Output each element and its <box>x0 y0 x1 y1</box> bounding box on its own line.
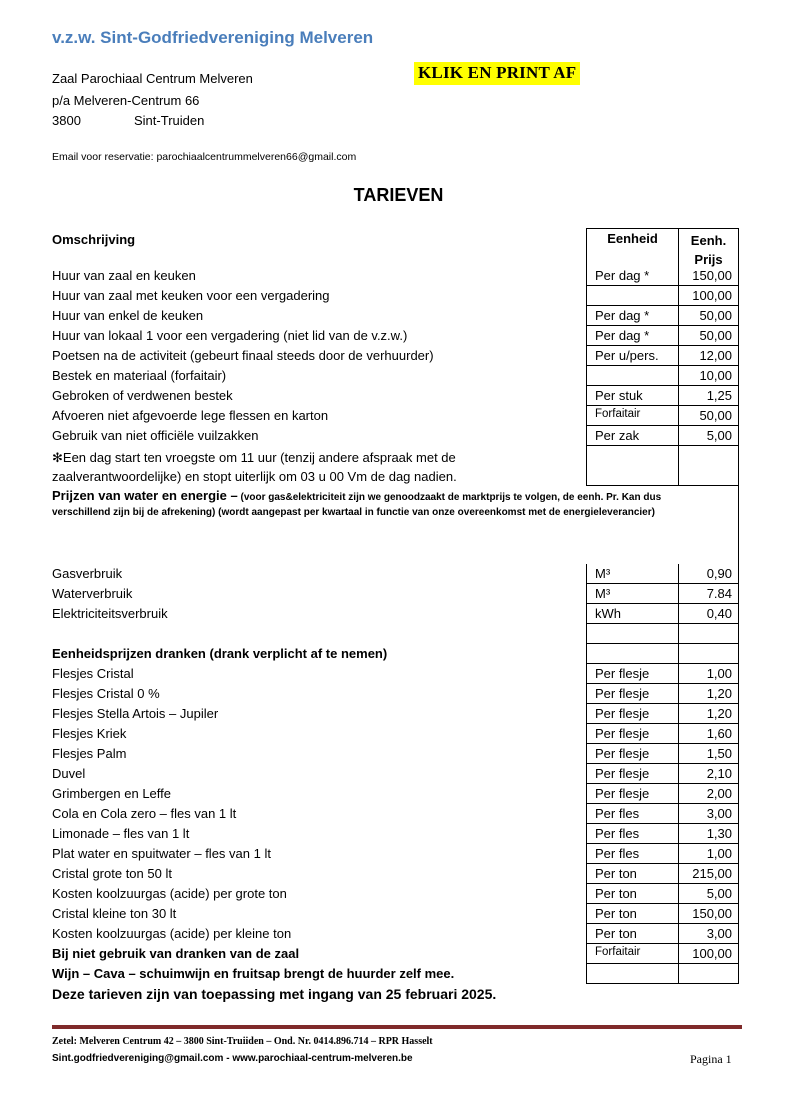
validity-line: Deze tarieven zijn van toepassing met ingang van 25 februari 2025. <box>52 986 497 1002</box>
table-row <box>52 326 742 346</box>
row-description: Flesjes Cristal 0 % <box>52 686 160 701</box>
table-row <box>52 684 742 704</box>
table-row <box>52 864 742 884</box>
footer-contact: Sint.godfriedvereniging@gmail.com - www.parochiaal-centrum-melveren.be <box>52 1053 413 1064</box>
row-unit: Per fles <box>586 824 678 844</box>
row-price: 1,00 <box>678 844 739 864</box>
table-row <box>52 664 742 684</box>
row-price: 7.84 <box>678 584 739 604</box>
row-price: 100,00 <box>678 286 739 306</box>
row-description: Huur van enkel de keuken <box>52 308 204 323</box>
table-row <box>52 346 742 366</box>
row-description: Kosten koolzuurgas (acide) per grote ton <box>52 886 287 901</box>
row-unit: Per stuk <box>586 386 678 406</box>
row-unit: Per u/pers. <box>586 346 678 366</box>
day-note-line1: ✻Een dag start ten vroegste om 11 uur (tenzij andere afspraak met de <box>52 450 456 465</box>
table-row <box>52 884 742 904</box>
row-unit: Per flesje <box>586 784 678 804</box>
row-price: 12,00 <box>678 346 739 366</box>
row-description: Huur van zaal en keuken <box>52 268 196 283</box>
table-row <box>52 584 742 604</box>
table-right-border <box>738 486 739 564</box>
wine-line: Wijn – Cava – schuimwijn en fruitsap brengt de huurder zelf mee. <box>52 966 455 981</box>
row-description: Cristal kleine ton 30 lt <box>52 906 177 921</box>
page-title: TARIEVEN <box>353 185 444 205</box>
row-price: 50,00 <box>678 406 739 426</box>
table-row <box>52 604 742 624</box>
row-unit: Per ton <box>586 884 678 904</box>
row-description: Kosten koolzuurgas (acide) per kleine ton <box>52 926 292 941</box>
drinks-title: Eenheidsprijzen dranken (drank verplicht af te nemen) <box>52 646 388 661</box>
row-unit: Per flesje <box>586 664 678 684</box>
row-description: Huur van lokaal 1 voor een vergadering (niet lid van de v.z.w.) <box>52 328 408 343</box>
row-price: 215,00 <box>678 864 739 884</box>
column-header-unit: Eenheid <box>586 228 678 266</box>
table-row <box>52 904 742 924</box>
wine-price-cell <box>678 964 739 984</box>
row-unit: Per ton <box>586 864 678 884</box>
column-header-description: Omschrijving <box>52 232 136 247</box>
row-unit: Per dag * <box>586 266 678 286</box>
footer-address: Zetel: Melveren Centrum 42 – 3800 Sint-Truiiden – Ond. Nr. 0414.896.714 – RPR Hasselt <box>52 1036 433 1047</box>
table-row <box>52 784 742 804</box>
column-header-price-line2: Prijs <box>694 252 723 267</box>
print-button[interactable]: KLIK EN PRINT AF <box>414 62 580 85</box>
table-row <box>52 306 742 326</box>
drinks-title-unit-cell <box>586 644 678 664</box>
row-description: Gebroken of verdwenen bestek <box>52 388 233 403</box>
row-price: 1,25 <box>678 386 739 406</box>
no-drinks-unit: Forfaitair <box>586 944 678 964</box>
table-row <box>52 764 742 784</box>
row-price: 1,60 <box>678 724 739 744</box>
energy-note-text: (voor gas&elektriciteit zijn we genoodzaakt de marktprijs te volgen, de eenh. Pr. Kan dus verschillend zijn bij de afrekening) (wordt aangepast per kwartaal in functie van onze overeenkomst met de energieleverancier) <box>52 492 662 518</box>
table-row <box>52 386 742 406</box>
no-drinks-price: 100,00 <box>678 944 739 964</box>
row-unit: M³ <box>586 584 678 604</box>
row-unit: Per flesje <box>586 704 678 724</box>
table-row <box>52 924 742 944</box>
footer-divider <box>52 1025 742 1029</box>
row-description: Limonade – fles van 1 lt <box>52 826 190 841</box>
table-row <box>52 286 742 306</box>
row-price: 150,00 <box>678 904 739 924</box>
page-number: Pagina 1 <box>690 1052 732 1066</box>
row-description: Afvoeren niet afgevoerde lege flessen en karton <box>52 408 329 423</box>
energy-title: Prijzen van water en energie – <box>52 488 238 503</box>
row-price: 2,00 <box>678 784 739 804</box>
day-note-row <box>52 446 742 486</box>
address-line-1: Zaal Parochiaal Centrum Melveren <box>52 71 253 86</box>
row-price: 10,00 <box>678 366 739 386</box>
wine-row <box>52 964 742 984</box>
row-description: Grimbergen en Leffe <box>52 786 171 801</box>
drinks-title-price-cell <box>678 644 739 664</box>
row-price: 3,00 <box>678 804 739 824</box>
row-unit: Per flesje <box>586 764 678 784</box>
row-description: Flesjes Cristal <box>52 666 134 681</box>
row-price: 1,50 <box>678 744 739 764</box>
row-description: Gebruik van niet officiële vuilzakken <box>52 428 259 443</box>
row-description: Cola en Cola zero – fles van 1 lt <box>52 806 237 821</box>
row-description: Waterverbruik <box>52 586 133 601</box>
row-price: 5,00 <box>678 426 739 446</box>
row-unit: Per fles <box>586 844 678 864</box>
column-header-price-line1: Eenh. <box>690 233 727 248</box>
row-description: Elektriciteitsverbruik <box>52 606 168 621</box>
row-price: 0,40 <box>678 604 739 624</box>
row-unit: Forfaitair <box>586 406 678 426</box>
table-row <box>52 744 742 764</box>
table-row <box>52 426 742 446</box>
row-description: Poetsen na de activiteit (gebeurt finaal steeds door de verhuurder) <box>52 348 434 363</box>
table-header-row <box>52 228 742 266</box>
address-line-2: p/a Melveren-Centrum 66 <box>52 93 200 108</box>
table-row <box>52 804 742 824</box>
energy-note <box>52 488 722 520</box>
table-row <box>52 406 742 426</box>
organization-name: v.z.w. Sint-Godfriedvereniging Melveren <box>52 28 374 47</box>
row-price: 0,90 <box>678 564 739 584</box>
table-row <box>52 366 742 386</box>
table-row <box>52 844 742 864</box>
row-unit: Per zak <box>586 426 678 446</box>
row-description: Huur van zaal met keuken voor een vergadering <box>52 288 330 303</box>
row-price: 1,30 <box>678 824 739 844</box>
spacer-unit-cell <box>586 624 678 644</box>
day-note-price-cell <box>678 446 739 486</box>
row-description: Bestek en materiaal (forfaitair) <box>52 368 227 383</box>
row-price: 50,00 <box>678 306 739 326</box>
row-description: Flesjes Kriek <box>52 726 127 741</box>
row-unit: Per fles <box>586 804 678 824</box>
row-description: Cristal grote ton 50 lt <box>52 866 172 881</box>
row-description: Flesjes Stella Artois – Jupiler <box>52 706 219 721</box>
row-price: 1,00 <box>678 664 739 684</box>
row-unit: Per dag * <box>586 306 678 326</box>
row-price: 5,00 <box>678 884 739 904</box>
row-price: 2,10 <box>678 764 739 784</box>
table-row <box>52 266 742 286</box>
table-row <box>52 704 742 724</box>
row-description: Plat water en spuitwater – fles van 1 lt <box>52 846 271 861</box>
row-unit: Per ton <box>586 924 678 944</box>
row-unit: M³ <box>586 564 678 584</box>
table-row <box>52 564 742 584</box>
drinks-title-row <box>52 644 742 664</box>
reservation-email: Email voor reservatie: parochiaalcentrummelveren66@gmail.com <box>52 151 357 163</box>
no-drinks-description: Bij niet gebruik van dranken van de zaal <box>52 946 300 961</box>
table-row <box>52 824 742 844</box>
row-price: 1,20 <box>678 684 739 704</box>
row-unit: Per flesje <box>586 724 678 744</box>
row-price: 3,00 <box>678 924 739 944</box>
row-price: 1,20 <box>678 704 739 724</box>
city: Sint-Truiden <box>134 113 205 128</box>
column-header-price <box>678 228 739 266</box>
day-note <box>52 448 457 486</box>
row-unit <box>586 286 678 306</box>
day-note-unit-cell <box>586 446 678 486</box>
energy-spacer-row <box>52 624 742 644</box>
row-unit: Per dag * <box>586 326 678 346</box>
address-city-line <box>52 113 204 128</box>
day-note-line2: zaalverantwoordelijke) en stopt uiterlijk om 03 u 00 Vm de dag nadien. <box>52 469 457 484</box>
no-drinks-row <box>52 944 742 964</box>
row-description: Gasverbruik <box>52 566 123 581</box>
table-row <box>52 724 742 744</box>
postcode: 3800 <box>52 113 81 128</box>
row-unit: Per ton <box>586 904 678 924</box>
spacer-price-cell <box>678 624 739 644</box>
row-unit: kWh <box>586 604 678 624</box>
row-price: 150,00 <box>678 266 739 286</box>
row-description: Duvel <box>52 766 86 781</box>
row-unit: Per flesje <box>586 744 678 764</box>
row-price: 50,00 <box>678 326 739 346</box>
row-unit: Per flesje <box>586 684 678 704</box>
wine-unit-cell <box>586 964 678 984</box>
row-unit <box>586 366 678 386</box>
row-description: Flesjes Palm <box>52 746 127 761</box>
